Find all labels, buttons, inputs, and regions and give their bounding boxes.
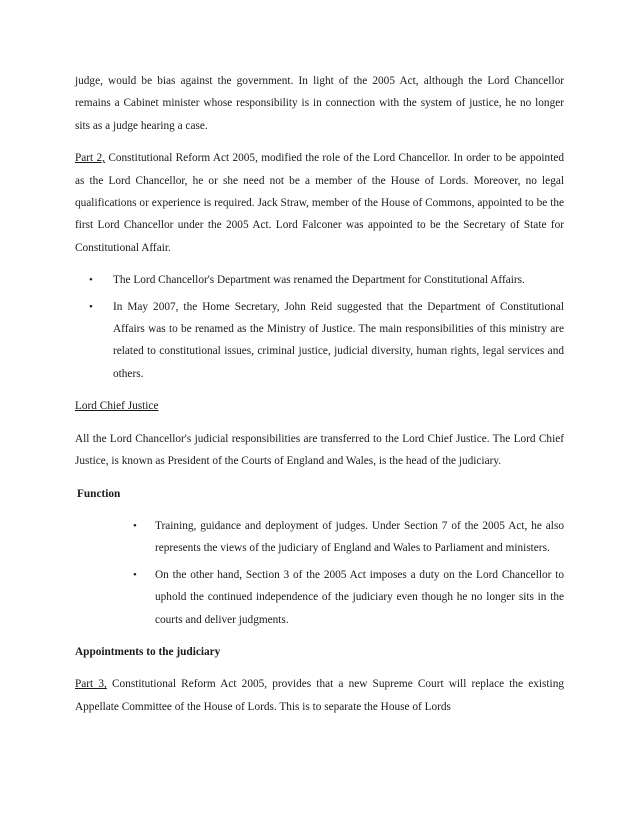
bullet-icon: • (89, 274, 93, 287)
list-item-text: Training, guidance and deployment of judges. Under Section 7 of the 2005 Act, he also represents the views of the judiciary of England and Wales to Parliament and ministers. (155, 519, 564, 555)
paragraph-lord-chief-justice: All the Lord Chancellor's judicial responsibilities are transferred to the Lord Chief Justice. The Lord Chief Justice, is known as President of the Courts of England and Wales, is the head of the judiciary. (75, 432, 564, 468)
part-2-label: Part 2, (75, 152, 105, 165)
bullet-icon: • (89, 300, 93, 313)
part-2-text: Constitutional Reform Act 2005, modified the role of the Lord Chancellor. In order to be appointed as the Lord Chancellor, he or she need not be a member of the House of Lords. Moreover, no legal qualifications or experience is required. Jack Straw, member of the House of Commons, appointed to be the first Lord Chancellor under the 2005 Act. Lord Falconer was appointed to be the Secretary of State for Constitutional Affair. (75, 152, 564, 254)
bullet-icon: • (133, 568, 137, 581)
part-3-label: Part 3, (75, 678, 107, 691)
list-item-text: On the other hand, Section 3 of the 2005 Act imposes a duty on the Lord Chancellor to uphold the continued independence of the judiciary even though he no longer sits in the courts and deliver judgments. (155, 568, 564, 626)
bullet-list-department (75, 269, 564, 385)
list-item (75, 564, 564, 631)
paragraph-part-2 (75, 147, 564, 259)
heading-lord-chief-justice: Lord Chief Justice (75, 400, 159, 413)
part-3-text: Constitutional Reform Act 2005, provides that a new Supreme Court will replace the existing Appellate Committee of the House of Lords. This is to separate the House of Lords (75, 678, 564, 713)
heading-appointments: Appointments to the judiciary (75, 645, 221, 658)
list-item (75, 515, 564, 560)
list-item-text: In May 2007, the Home Secretary, John Reid suggested that the Department of Constitutional Affairs was to be renamed as the Ministry of Justice. The main responsibilities of this ministry are related to constitutional issues, criminal justice, judicial diversity, human rights, legal services and others. (113, 300, 564, 380)
paragraph-judge-bias: judge, would be bias against the government. In light of the 2005 Act, although the Lord Chancellor remains a Cabinet minister whose responsibility is in connection with the system of justice, he no longer sits as a judge hearing a case. (75, 75, 564, 132)
list-item (75, 296, 564, 386)
bullet-list-function (75, 515, 564, 631)
list-item-text: The Lord Chancellor's Department was renamed the Department for Constitutional Affairs. (113, 274, 525, 287)
paragraph-part-3 (75, 673, 564, 718)
list-item (75, 269, 564, 291)
bullet-icon: • (133, 519, 137, 532)
heading-function: Function (77, 487, 121, 500)
document-body (75, 70, 564, 728)
